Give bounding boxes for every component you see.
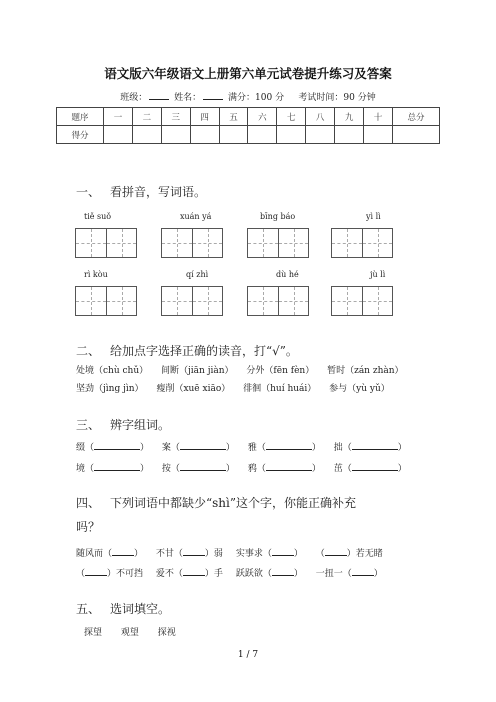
score-cell[interactable] — [364, 126, 393, 144]
reading-option[interactable]: 瘦削（xuē xiāo） — [156, 384, 231, 394]
section-4-heading — [76, 494, 356, 511]
section-title: 选词填空。 — [110, 602, 171, 616]
writing-grid[interactable] — [331, 286, 393, 316]
phrase-part: 随风而（ — [76, 549, 113, 559]
class-blank[interactable] — [149, 91, 169, 100]
page-title: 语文版六年级语文上册第六单元试卷提升练习及答案 — [104, 66, 392, 81]
answer-blank[interactable] — [272, 547, 294, 556]
char-close: ） — [225, 443, 235, 453]
answer-blank[interactable] — [272, 567, 294, 576]
pinyin: qí zhì — [186, 270, 209, 279]
word-bank — [84, 625, 186, 638]
answer-blank[interactable] — [266, 441, 312, 450]
pinyin: jù lì — [370, 270, 386, 279]
writing-grid[interactable] — [161, 228, 223, 258]
reading-option[interactable]: 参与（yù yǔ） — [329, 384, 390, 394]
reading-option[interactable]: 处境（chù chǔ） — [76, 366, 149, 376]
word-option: 探视 — [157, 628, 176, 638]
writing-grid[interactable] — [247, 286, 309, 316]
phrase-part: ） — [293, 569, 303, 579]
table-cell: 三 — [161, 108, 190, 126]
score-table-header — [57, 108, 440, 126]
reading-options-line-2 — [76, 381, 400, 394]
char-prompt: 拙（ — [333, 443, 352, 453]
reading-options-line-1 — [76, 363, 414, 376]
section-5-heading — [76, 600, 170, 617]
section-2-heading — [76, 342, 298, 359]
score-cell[interactable] — [277, 126, 306, 144]
table-cell: 二 — [132, 108, 161, 126]
phrase-part: ）若无睹 — [346, 549, 383, 559]
score-cell[interactable] — [335, 126, 364, 144]
char-prompt: 茁（ — [333, 464, 352, 474]
table-cell: 十 — [364, 108, 393, 126]
phrase-part: （ — [76, 569, 86, 579]
char-close: ） — [397, 464, 407, 474]
phrase-part: ）不可挡 — [107, 569, 144, 579]
answer-blank[interactable] — [183, 567, 205, 576]
reading-option[interactable]: 徘徊（huí huái） — [243, 384, 317, 394]
answer-blank[interactable] — [180, 441, 226, 450]
answer-blank[interactable] — [112, 547, 134, 556]
char-prompt: 按（ — [161, 464, 180, 474]
table-cell: 六 — [248, 108, 277, 126]
full-score: 满分：100 分 — [228, 93, 285, 103]
section-title: 下列词语中都缺少“shì”这个字，你能正确补充 — [110, 496, 356, 510]
section-4-title-cont: 吗？ — [76, 520, 101, 534]
score-cell[interactable] — [393, 126, 440, 144]
writing-grid[interactable] — [75, 228, 137, 258]
section-title: 看拼音，写词语。 — [110, 185, 207, 199]
answer-blank[interactable] — [352, 567, 374, 576]
phrase-part: ） — [293, 549, 303, 559]
table-cell: 七 — [277, 108, 306, 126]
char-close: ） — [311, 443, 321, 453]
pinyin: yì lì — [366, 212, 381, 221]
answer-blank[interactable] — [183, 547, 205, 556]
exam-time: 考试时间：90 分钟 — [298, 93, 376, 103]
char-prompt: 鸦（ — [247, 464, 266, 474]
score-cell[interactable] — [190, 126, 219, 144]
score-cell[interactable] — [248, 126, 277, 144]
score-cell[interactable] — [132, 126, 161, 144]
reading-option[interactable]: 间断（jiān jiàn） — [161, 366, 234, 376]
section-title: 辨字组词。 — [110, 418, 171, 432]
phrase-part: （ — [315, 549, 325, 559]
section-number: 一、 — [76, 185, 101, 199]
word-group-line-1 — [76, 440, 417, 453]
section-number: 二、 — [76, 344, 101, 358]
phrase-part: 跃跃欲（ — [235, 569, 272, 579]
writing-grid[interactable] — [75, 286, 137, 316]
answer-blank[interactable] — [94, 441, 140, 450]
char-close: ） — [140, 464, 150, 474]
char-close: ） — [397, 443, 407, 453]
answer-blank[interactable] — [352, 462, 398, 471]
writing-grid[interactable] — [161, 286, 223, 316]
phrase-part: ）弱 — [204, 549, 223, 559]
section-number: 五、 — [76, 602, 101, 616]
reading-option[interactable]: 暂时（zán zhàn） — [327, 366, 404, 376]
phrase-part: 不甘（ — [155, 549, 183, 559]
word-option: 探望 — [84, 628, 103, 638]
class-label: 班级： — [120, 93, 148, 103]
table-cell: 一 — [104, 108, 133, 126]
section-3-heading — [76, 416, 170, 433]
answer-blank[interactable] — [180, 462, 226, 471]
table-cell: 得分 — [57, 126, 104, 144]
char-close: ） — [311, 464, 321, 474]
word-group-line-2 — [76, 461, 417, 474]
table-cell: 九 — [335, 108, 364, 126]
char-close: ） — [225, 464, 235, 474]
writing-grid[interactable] — [331, 228, 393, 258]
phrase-part: ） — [373, 569, 383, 579]
answer-blank[interactable] — [85, 567, 107, 576]
answer-blank[interactable] — [94, 462, 140, 471]
score-cell[interactable] — [104, 126, 133, 144]
char-prompt: 雅（ — [247, 443, 266, 453]
word-option: 观望 — [120, 628, 139, 638]
answer-blank[interactable] — [325, 547, 347, 556]
fill-line-2 — [76, 566, 393, 579]
table-cell: 总分 — [393, 108, 440, 126]
name-blank[interactable] — [203, 91, 223, 100]
pinyin: dù hé — [276, 270, 299, 279]
page-number: 1 / 7 — [237, 650, 259, 660]
table-cell: 五 — [219, 108, 248, 126]
answer-blank[interactable] — [352, 441, 398, 450]
score-table-row — [57, 126, 440, 144]
reading-option[interactable]: 坚劲（jìng jìn） — [76, 384, 144, 394]
phrase-part: 实事求（ — [235, 549, 272, 559]
pinyin: rì kòu — [84, 270, 108, 279]
pinyin: bīng báo — [260, 212, 296, 221]
score-cell[interactable] — [219, 126, 248, 144]
phrase-part: ） — [134, 549, 144, 559]
section-number: 四、 — [76, 496, 101, 510]
writing-grid[interactable] — [247, 228, 309, 258]
fill-line-1 — [76, 546, 393, 559]
score-cell[interactable] — [161, 126, 190, 144]
table-cell: 四 — [190, 108, 219, 126]
phrase-part: ）手 — [204, 569, 223, 579]
char-close: ） — [140, 443, 150, 453]
char-prompt: 案（ — [161, 443, 180, 453]
name-label: 姓名： — [174, 93, 202, 103]
char-prompt: 境（ — [76, 464, 95, 474]
score-table — [56, 107, 440, 144]
answer-blank[interactable] — [266, 462, 312, 471]
phrase-part: 爱不（ — [155, 569, 183, 579]
char-prompt: 缀（ — [76, 443, 95, 453]
pinyin: tiě suǒ — [84, 212, 112, 221]
score-cell[interactable] — [306, 126, 335, 144]
section-1-heading — [76, 183, 206, 200]
table-cell: 题序 — [57, 108, 104, 126]
section-title: 给加点字选择正确的读音，打“√”。 — [110, 344, 298, 358]
reading-option[interactable]: 分外（fēn fèn） — [246, 366, 315, 376]
phrase-part: 一扭一（ — [315, 569, 352, 579]
section-number: 三、 — [76, 418, 101, 432]
exam-info — [0, 90, 496, 103]
pinyin: xuán yá — [180, 212, 212, 221]
table-cell: 八 — [306, 108, 335, 126]
